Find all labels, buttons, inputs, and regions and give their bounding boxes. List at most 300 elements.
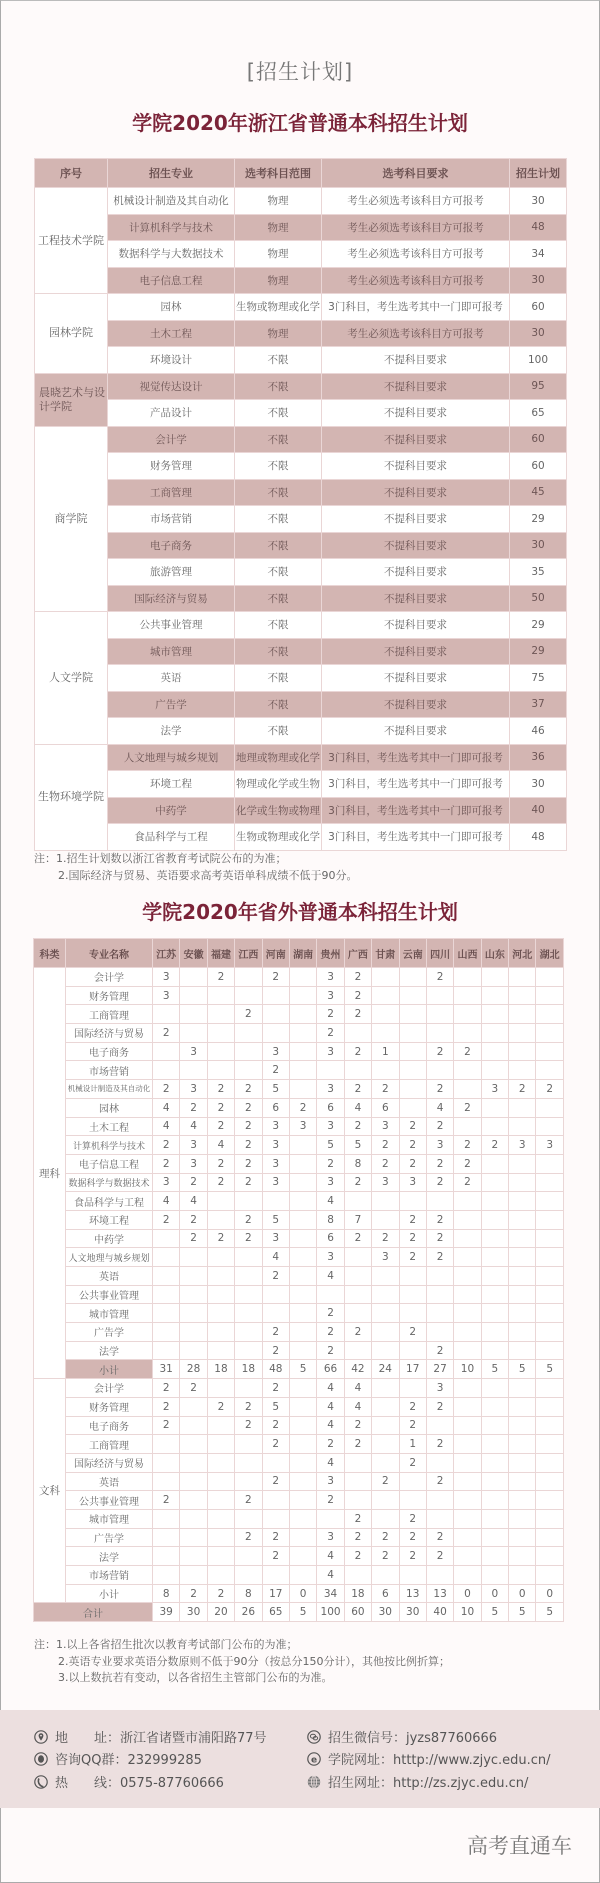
quota-cell <box>454 1453 481 1472</box>
plan-cell: 100 <box>510 347 567 374</box>
quota-cell: 2 <box>399 1248 426 1267</box>
note-2: 2.英语专业要求英语分数原则不低于90分（按总分150分计），其他按比例折算； <box>58 1654 450 1668</box>
table-row <box>35 426 567 453</box>
quota-cell <box>180 1566 207 1585</box>
major-cell: 财务管理 <box>66 986 153 1005</box>
major-cell: 电子商务 <box>66 1042 153 1061</box>
quota-cell <box>509 1453 536 1472</box>
quota-cell: 5 <box>344 1136 371 1155</box>
quota-cell <box>536 1154 563 1173</box>
quota-cell <box>289 1491 316 1510</box>
quota-cell: 2 <box>235 1117 262 1136</box>
quota-cell <box>509 1491 536 1510</box>
major-cell: 中药学 <box>66 1229 153 1248</box>
quota-cell <box>399 1192 426 1211</box>
req-cell: 考生必须选考该科目方可报考 <box>322 320 510 347</box>
total-cell: 5 <box>509 1603 536 1622</box>
table-row <box>34 1192 564 1211</box>
quota-cell: 2 <box>399 1210 426 1229</box>
quota-cell <box>180 1304 207 1323</box>
province-header: 江西 <box>235 939 262 968</box>
quota-cell <box>180 1491 207 1510</box>
req-cell: 考生必须选考该科目方可报考 <box>322 214 510 241</box>
quota-cell <box>289 1080 316 1099</box>
subtotal-cell: 31 <box>153 1360 180 1379</box>
quota-cell: 2 <box>344 1528 371 1547</box>
quota-cell: 2 <box>317 1154 344 1173</box>
plan-cell: 30 <box>510 320 567 347</box>
table-row <box>35 373 567 400</box>
table-row <box>34 1304 564 1323</box>
quota-cell <box>207 1061 234 1080</box>
page-title: [招生计划] <box>246 60 354 84</box>
quota-cell <box>509 1061 536 1080</box>
quota-cell <box>509 1379 536 1398</box>
quota-cell <box>153 1341 180 1360</box>
req-cell: 不提科目要求 <box>322 479 510 506</box>
college-cell: 生物环境学院 <box>35 744 108 850</box>
quota-cell <box>509 1472 536 1491</box>
quota-cell <box>399 1566 426 1585</box>
range-cell: 不限 <box>235 347 322 374</box>
quota-cell <box>536 1285 563 1304</box>
major-cell: 计算机科学与技术 <box>108 214 235 241</box>
quota-cell: 3 <box>481 1080 508 1099</box>
quota-cell <box>481 1042 508 1061</box>
out-of-province-plan-title: 学院2020年省外普通本科招生计划 <box>142 900 458 924</box>
quota-cell <box>235 1248 262 1267</box>
quota-cell <box>289 1192 316 1211</box>
major-cell: 公共事业管理 <box>66 1285 153 1304</box>
quota-cell: 2 <box>399 1397 426 1416</box>
table-row <box>34 1547 564 1566</box>
wechat-item <box>307 1727 497 1746</box>
quota-cell <box>509 1192 536 1211</box>
table-row <box>34 1173 564 1192</box>
quota-cell <box>509 1042 536 1061</box>
total-cell: 5 <box>481 1603 508 1622</box>
quota-cell: 4 <box>317 1416 344 1435</box>
quota-cell <box>454 1285 481 1304</box>
total-cell: 5 <box>536 1603 563 1622</box>
major-cell: 英语 <box>66 1472 153 1491</box>
req-cell: 不提科目要求 <box>322 665 510 692</box>
range-cell: 不限 <box>235 373 322 400</box>
quota-cell <box>317 1061 344 1080</box>
range-cell: 不限 <box>235 612 322 639</box>
quota-cell <box>509 1117 536 1136</box>
quota-cell <box>481 1341 508 1360</box>
quota-cell: 2 <box>344 1229 371 1248</box>
quota-cell <box>344 1472 371 1491</box>
quota-cell <box>180 1453 207 1472</box>
quota-cell <box>262 1005 289 1024</box>
quota-cell <box>509 1154 536 1173</box>
quota-cell: 2 <box>426 1528 453 1547</box>
quota-cell <box>153 1005 180 1024</box>
quota-cell <box>426 1566 453 1585</box>
quota-cell <box>344 1491 371 1510</box>
quota-cell <box>235 968 262 987</box>
plan-cell: 30 <box>510 188 567 215</box>
range-cell: 物理 <box>235 267 322 294</box>
quota-cell <box>235 1566 262 1585</box>
quota-cell: 2 <box>262 1341 289 1360</box>
subtotal-cell: 0 <box>289 1584 316 1603</box>
quota-cell <box>454 968 481 987</box>
quota-cell <box>536 1397 563 1416</box>
major-cell: 电子信息工程 <box>66 1154 153 1173</box>
quota-cell: 4 <box>153 1117 180 1136</box>
quota-cell <box>372 1397 399 1416</box>
major-cell: 工商管理 <box>108 479 235 506</box>
major-cell: 电子商务 <box>66 1416 153 1435</box>
quota-cell <box>289 1229 316 1248</box>
column-header: 序号 <box>35 159 108 188</box>
quota-cell: 3 <box>289 1117 316 1136</box>
quota-cell <box>235 1304 262 1323</box>
plan-cell: 46 <box>510 718 567 745</box>
quota-cell <box>454 1435 481 1454</box>
quota-cell <box>536 1024 563 1043</box>
quota-cell <box>536 1566 563 1585</box>
quota-cell <box>289 1173 316 1192</box>
quota-cell: 3 <box>372 1248 399 1267</box>
table-row <box>35 532 567 559</box>
req-cell: 不提科目要求 <box>322 691 510 718</box>
range-cell: 不限 <box>235 532 322 559</box>
quota-cell: 2 <box>317 1491 344 1510</box>
quota-cell <box>399 1042 426 1061</box>
quota-cell <box>481 1267 508 1286</box>
quota-cell <box>180 986 207 1005</box>
table-row <box>34 1098 564 1117</box>
quota-cell: 2 <box>153 1080 180 1099</box>
column-header: 科类 <box>34 939 66 968</box>
major-cell: 公共事业管理 <box>66 1491 153 1510</box>
quota-cell <box>372 968 399 987</box>
subtotal-cell: 28 <box>180 1360 207 1379</box>
quota-cell <box>153 1453 180 1472</box>
phone-icon <box>34 1775 48 1789</box>
range-cell: 不限 <box>235 665 322 692</box>
subtotal-cell: 17 <box>262 1584 289 1603</box>
quota-cell <box>289 1416 316 1435</box>
quota-cell <box>454 1416 481 1435</box>
quota-cell <box>399 1304 426 1323</box>
quota-cell: 2 <box>344 1042 371 1061</box>
quota-cell <box>372 1416 399 1435</box>
major-cell: 会计学 <box>66 968 153 987</box>
major-cell: 中药学 <box>108 797 235 824</box>
major-cell: 城市管理 <box>108 638 235 665</box>
plan-cell: 60 <box>510 453 567 480</box>
quota-cell <box>536 1453 563 1472</box>
quota-cell <box>153 1267 180 1286</box>
admissions-site-link[interactable]: 招生网址：http://zs.zjyc.edu.cn/ <box>328 1776 529 1791</box>
quota-cell <box>481 1304 508 1323</box>
quota-cell <box>207 1323 234 1342</box>
quota-cell <box>454 1397 481 1416</box>
major-cell: 广告学 <box>108 691 235 718</box>
range-cell: 物理或化学或生物 <box>235 771 322 798</box>
quota-cell: 2 <box>426 1173 453 1192</box>
province-header: 河北 <box>509 939 536 968</box>
quota-cell: 2 <box>344 1416 371 1435</box>
quota-cell: 4 <box>344 1379 371 1398</box>
quota-cell <box>207 1042 234 1061</box>
quota-cell: 3 <box>372 1173 399 1192</box>
quota-cell <box>235 1267 262 1286</box>
admissions-site-item <box>307 1772 528 1791</box>
address-text: 地 址：浙江省诸暨市浦阳路77号 <box>55 1731 267 1746</box>
quota-cell: 2 <box>207 1098 234 1117</box>
wechat-text: 招生微信号：jyzs87760666 <box>328 1731 498 1746</box>
table-row <box>34 1080 564 1099</box>
quota-cell: 2 <box>536 1080 563 1099</box>
quota-cell <box>372 1379 399 1398</box>
quota-cell <box>262 986 289 1005</box>
subtotal-cell: 8 <box>235 1584 262 1603</box>
subtotal-cell: 18 <box>235 1360 262 1379</box>
major-cell: 法学 <box>108 718 235 745</box>
quota-cell: 3 <box>317 1117 344 1136</box>
quota-cell <box>481 1566 508 1585</box>
quota-cell <box>481 1248 508 1267</box>
plan-cell: 36 <box>510 744 567 771</box>
quota-cell <box>317 1509 344 1528</box>
qq-item <box>34 1749 202 1768</box>
quota-cell: 2 <box>207 1397 234 1416</box>
total-label: 合计 <box>34 1603 153 1622</box>
quota-cell <box>536 1248 563 1267</box>
quota-cell <box>235 1341 262 1360</box>
quota-cell: 2 <box>235 1080 262 1099</box>
quota-cell: 2 <box>235 1136 262 1155</box>
quota-cell: 5 <box>262 1210 289 1229</box>
quota-cell <box>235 1547 262 1566</box>
quota-cell: 4 <box>426 1098 453 1117</box>
quota-cell <box>153 1509 180 1528</box>
quota-cell <box>180 1248 207 1267</box>
plan-cell: 30 <box>510 267 567 294</box>
table-row <box>34 1024 564 1043</box>
quota-cell <box>481 1098 508 1117</box>
quota-cell <box>180 1341 207 1360</box>
quota-cell: 2 <box>153 1379 180 1398</box>
major-cell: 机械设计制造及其自动化 <box>66 1080 153 1099</box>
quota-cell: 2 <box>207 1173 234 1192</box>
quota-cell <box>536 1491 563 1510</box>
quota-cell <box>207 986 234 1005</box>
quota-cell <box>509 1248 536 1267</box>
college-cell: 晨晓艺术与设计学院 <box>35 373 108 426</box>
quota-cell: 2 <box>344 1509 371 1528</box>
quota-cell: 2 <box>317 1304 344 1323</box>
total-cell: 5 <box>289 1603 316 1622</box>
quota-cell <box>481 1528 508 1547</box>
quota-cell <box>509 1098 536 1117</box>
req-cell: 考生必须选考该科目方可报考 <box>322 267 510 294</box>
quota-cell <box>344 1566 371 1585</box>
req-cell: 不提科目要求 <box>322 559 510 586</box>
quota-cell: 2 <box>344 1323 371 1342</box>
quota-cell <box>481 1229 508 1248</box>
quota-cell <box>536 1173 563 1192</box>
major-cell: 市场营销 <box>66 1566 153 1585</box>
quota-cell: 2 <box>344 1173 371 1192</box>
quota-cell: 2 <box>235 1229 262 1248</box>
table-row <box>34 1154 564 1173</box>
table-row <box>35 479 567 506</box>
table-row <box>35 188 567 215</box>
quota-cell <box>180 1397 207 1416</box>
quota-cell <box>289 1024 316 1043</box>
quota-cell: 4 <box>180 1192 207 1211</box>
quota-cell <box>454 1005 481 1024</box>
quota-cell: 2 <box>235 1416 262 1435</box>
quota-cell: 3 <box>317 1173 344 1192</box>
req-cell: 不提科目要求 <box>322 347 510 374</box>
quota-cell: 4 <box>344 1098 371 1117</box>
subtotal-cell: 24 <box>372 1360 399 1379</box>
subtotal-cell: 13 <box>426 1584 453 1603</box>
quota-cell: 2 <box>344 986 371 1005</box>
range-cell: 不限 <box>235 400 322 427</box>
quota-cell <box>481 1435 508 1454</box>
province-header: 湖北 <box>536 939 563 968</box>
quota-cell <box>372 986 399 1005</box>
qq-penguin-icon <box>34 1752 48 1766</box>
quota-cell: 2 <box>454 1042 481 1061</box>
table-row <box>34 1397 564 1416</box>
quota-cell <box>235 1192 262 1211</box>
table-row <box>35 400 567 427</box>
plan-cell: 75 <box>510 665 567 692</box>
quota-cell: 6 <box>317 1098 344 1117</box>
quota-cell <box>289 1042 316 1061</box>
quota-cell <box>153 1528 180 1547</box>
range-cell: 不限 <box>235 691 322 718</box>
quota-cell <box>235 1061 262 1080</box>
quota-cell <box>289 1323 316 1342</box>
range-cell: 物理 <box>235 188 322 215</box>
subtotal-cell: 27 <box>426 1360 453 1379</box>
major-cell: 产品设计 <box>108 400 235 427</box>
quota-cell <box>481 1397 508 1416</box>
quota-cell: 2 <box>180 1229 207 1248</box>
quota-cell <box>153 1472 180 1491</box>
quota-cell <box>344 1024 371 1043</box>
plan-cell: 95 <box>510 373 567 400</box>
table-row <box>34 968 564 987</box>
province-header: 贵州 <box>317 939 344 968</box>
quota-cell <box>536 1229 563 1248</box>
quota-cell <box>509 1267 536 1286</box>
quota-cell <box>481 1210 508 1229</box>
quota-cell: 2 <box>399 1323 426 1342</box>
website-link[interactable]: 学院网址：htttp://www.zjyc.edu.cn/ <box>328 1753 551 1768</box>
range-cell: 不限 <box>235 718 322 745</box>
major-cell: 数据科学与大数据技术 <box>108 241 235 268</box>
total-cell: 30 <box>399 1603 426 1622</box>
total-row <box>34 1603 564 1622</box>
quota-cell <box>399 1098 426 1117</box>
quota-cell: 3 <box>372 1117 399 1136</box>
quota-cell: 3 <box>262 1229 289 1248</box>
plan-cell: 30 <box>510 532 567 559</box>
quota-cell <box>289 1528 316 1547</box>
quota-cell <box>180 1005 207 1024</box>
plan-cell: 34 <box>510 241 567 268</box>
table-row <box>34 1472 564 1491</box>
quota-cell <box>536 1341 563 1360</box>
quota-cell: 2 <box>509 1080 536 1099</box>
major-cell: 财务管理 <box>108 453 235 480</box>
table-row <box>35 585 567 612</box>
quota-cell <box>180 1267 207 1286</box>
quota-cell: 2 <box>235 1528 262 1547</box>
major-cell: 公共事业管理 <box>108 612 235 639</box>
quota-cell: 2 <box>426 1397 453 1416</box>
quota-cell <box>481 1154 508 1173</box>
quota-cell: 2 <box>262 1435 289 1454</box>
out-of-province-notes <box>34 1637 450 1687</box>
subtotal-cell: 5 <box>481 1360 508 1379</box>
total-cell: 10 <box>454 1603 481 1622</box>
quota-cell: 2 <box>262 1061 289 1080</box>
table-row <box>35 320 567 347</box>
quota-cell: 8 <box>344 1154 371 1173</box>
zhejiang-notes <box>34 851 358 884</box>
range-cell: 不限 <box>235 479 322 506</box>
table-row <box>35 638 567 665</box>
quota-cell <box>399 968 426 987</box>
quota-cell: 3 <box>317 1080 344 1099</box>
subtotal-cell: 48 <box>262 1360 289 1379</box>
quota-cell: 2 <box>372 1080 399 1099</box>
quota-cell <box>536 1304 563 1323</box>
quota-cell <box>509 1323 536 1342</box>
quota-cell: 4 <box>153 1192 180 1211</box>
quota-cell <box>536 1435 563 1454</box>
table-row <box>34 1323 564 1342</box>
note-1: 注：1.以上各省招生批次以教育考试部门公布的为准； <box>34 1638 298 1651</box>
subtotal-cell: 18 <box>344 1584 371 1603</box>
quota-cell <box>344 1248 371 1267</box>
quota-cell <box>481 986 508 1005</box>
quota-cell: 3 <box>317 986 344 1005</box>
range-cell: 不限 <box>235 453 322 480</box>
quota-cell <box>235 1024 262 1043</box>
quota-cell: 2 <box>235 1005 262 1024</box>
quota-cell <box>372 1491 399 1510</box>
quota-cell <box>153 1229 180 1248</box>
quota-cell <box>289 1379 316 1398</box>
table-row <box>35 241 567 268</box>
major-cell: 国际经济与贸易 <box>108 585 235 612</box>
website-item <box>307 1749 551 1768</box>
quota-cell: 2 <box>372 1472 399 1491</box>
table-row <box>35 612 567 639</box>
brand-watermark: 高考直通车 <box>467 1834 572 1858</box>
table-row <box>35 294 567 321</box>
quota-cell: 3 <box>262 1136 289 1155</box>
plan-cell: 29 <box>510 506 567 533</box>
quota-cell <box>426 1005 453 1024</box>
quota-cell <box>399 1472 426 1491</box>
quota-cell <box>399 1061 426 1080</box>
